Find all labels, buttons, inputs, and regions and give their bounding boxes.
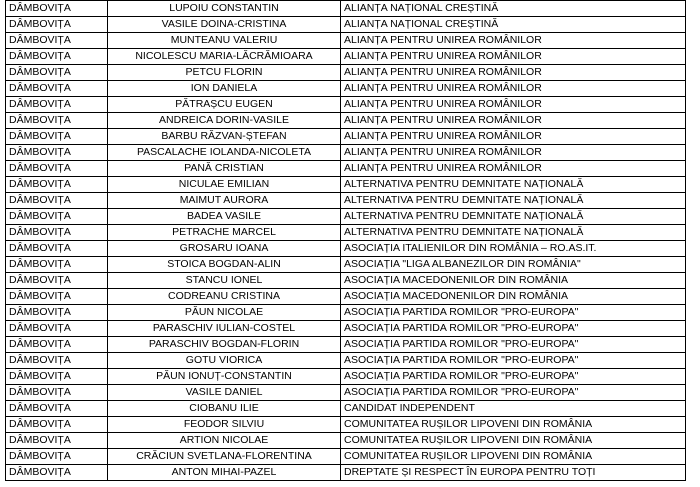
county-cell: DÂMBOVIȚA <box>6 81 108 97</box>
party-cell: ALIANȚA NAȚIONAL CREȘTINĂ <box>341 17 686 33</box>
candidate-name-cell: PĂUN NICOLAE <box>108 305 341 321</box>
county-cell: DÂMBOVIȚA <box>6 225 108 241</box>
candidate-name-cell: NICOLESCU MARIA-LĂCRĂMIOARA <box>108 49 341 65</box>
county-cell: DÂMBOVIȚA <box>6 209 108 225</box>
table-row <box>6 353 686 369</box>
county-cell: DÂMBOVIȚA <box>6 465 108 481</box>
candidate-name-cell: FEODOR SILVIU <box>108 417 341 433</box>
candidate-name-cell: VASILE DOINA-CRISTINA <box>108 17 341 33</box>
party-cell: ALIANȚA PENTRU UNIREA ROMÂNILOR <box>341 81 686 97</box>
table-row <box>6 193 686 209</box>
county-cell: DÂMBOVIȚA <box>6 449 108 465</box>
party-cell: ALIANȚA PENTRU UNIREA ROMÂNILOR <box>341 113 686 129</box>
table-row <box>6 401 686 417</box>
party-cell: ALIANȚA PENTRU UNIREA ROMÂNILOR <box>341 49 686 65</box>
county-cell: DÂMBOVIȚA <box>6 33 108 49</box>
candidate-name-cell: GOTU VIORICA <box>108 353 341 369</box>
candidate-name-cell: ANTON MIHAI-PAZEL <box>108 465 341 481</box>
candidate-name-cell: PETRACHE MARCEL <box>108 225 341 241</box>
county-cell: DÂMBOVIȚA <box>6 401 108 417</box>
party-cell: ASOCIAȚIA MACEDONENILOR DIN ROMÂNIA <box>341 273 686 289</box>
county-cell: DÂMBOVIȚA <box>6 65 108 81</box>
candidate-name-cell: NICULAE EMILIAN <box>108 177 341 193</box>
party-cell: ASOCIAȚIA ITALIENILOR DIN ROMÂNIA – RO.AS.IT. <box>341 241 686 257</box>
party-cell: ALIANȚA PENTRU UNIREA ROMÂNILOR <box>341 97 686 113</box>
table-row <box>6 129 686 145</box>
county-cell: DÂMBOVIȚA <box>6 353 108 369</box>
party-cell: ASOCIAȚIA PARTIDA ROMILOR "PRO-EUROPA" <box>341 321 686 337</box>
candidate-name-cell: PANĂ CRISTIAN <box>108 161 341 177</box>
table-row <box>6 161 686 177</box>
party-cell: ALIANȚA PENTRU UNIREA ROMÂNILOR <box>341 161 686 177</box>
candidate-name-cell: PASCALACHE IOLANDA-NICOLETA <box>108 145 341 161</box>
candidate-name-cell: PARASCHIV IULIAN-COSTEL <box>108 321 341 337</box>
candidates-table-body <box>6 1 686 481</box>
candidate-name-cell: STOICA BOGDAN-ALIN <box>108 257 341 273</box>
candidate-name-cell: MUNTEANU VALERIU <box>108 33 341 49</box>
candidate-name-cell: PARASCHIV BOGDAN-FLORIN <box>108 337 341 353</box>
table-row <box>6 97 686 113</box>
county-cell: DÂMBOVIȚA <box>6 113 108 129</box>
candidate-name-cell: ANDREICA DORIN-VASILE <box>108 113 341 129</box>
party-cell: ALTERNATIVA PENTRU DEMNITATE NAȚIONALĂ <box>341 177 686 193</box>
table-row <box>6 321 686 337</box>
table-row <box>6 33 686 49</box>
party-cell: ALTERNATIVA PENTRU DEMNITATE NAȚIONALĂ <box>341 209 686 225</box>
table-row <box>6 17 686 33</box>
county-cell: DÂMBOVIȚA <box>6 193 108 209</box>
county-cell: DÂMBOVIȚA <box>6 49 108 65</box>
county-cell: DÂMBOVIȚA <box>6 1 108 17</box>
party-cell: DREPTATE ȘI RESPECT ÎN EUROPA PENTRU TOȚI <box>341 465 686 481</box>
party-cell: CANDIDAT INDEPENDENT <box>341 401 686 417</box>
county-cell: DÂMBOVIȚA <box>6 273 108 289</box>
county-cell: DÂMBOVIȚA <box>6 17 108 33</box>
candidate-name-cell: PĂUN IONUȚ-CONSTANTIN <box>108 369 341 385</box>
candidate-name-cell: ION DANIELA <box>108 81 341 97</box>
county-cell: DÂMBOVIȚA <box>6 257 108 273</box>
party-cell: ALIANȚA PENTRU UNIREA ROMÂNILOR <box>341 145 686 161</box>
table-row <box>6 177 686 193</box>
party-cell: ASOCIAȚIA PARTIDA ROMILOR "PRO-EUROPA" <box>341 305 686 321</box>
county-cell: DÂMBOVIȚA <box>6 129 108 145</box>
table-row <box>6 417 686 433</box>
table-row <box>6 305 686 321</box>
table-row <box>6 209 686 225</box>
candidate-name-cell: PETCU FLORIN <box>108 65 341 81</box>
party-cell: ALIANȚA PENTRU UNIREA ROMÂNILOR <box>341 33 686 49</box>
party-cell: COMUNITATEA RUȘILOR LIPOVENI DIN ROMÂNIA <box>341 433 686 449</box>
table-row <box>6 273 686 289</box>
party-cell: ASOCIAȚIA "LIGA ALBANEZILOR DIN ROMÂNIA" <box>341 257 686 273</box>
party-cell: ALIANȚA NAȚIONAL CREȘTINĂ <box>341 1 686 17</box>
table-row <box>6 337 686 353</box>
county-cell: DÂMBOVIȚA <box>6 417 108 433</box>
table-row <box>6 433 686 449</box>
county-cell: DÂMBOVIȚA <box>6 433 108 449</box>
party-cell: ALTERNATIVA PENTRU DEMNITATE NAȚIONALĂ <box>341 193 686 209</box>
table-row <box>6 257 686 273</box>
county-cell: DÂMBOVIȚA <box>6 385 108 401</box>
party-cell: COMUNITATEA RUȘILOR LIPOVENI DIN ROMÂNIA <box>341 417 686 433</box>
party-cell: ASOCIAȚIA PARTIDA ROMILOR "PRO-EUROPA" <box>341 353 686 369</box>
candidate-name-cell: BADEA VASILE <box>108 209 341 225</box>
table-row <box>6 65 686 81</box>
table-row <box>6 289 686 305</box>
county-cell: DÂMBOVIȚA <box>6 305 108 321</box>
table-row <box>6 385 686 401</box>
table-row <box>6 81 686 97</box>
county-cell: DÂMBOVIȚA <box>6 369 108 385</box>
county-cell: DÂMBOVIȚA <box>6 145 108 161</box>
candidate-name-cell: STANCU IONEL <box>108 273 341 289</box>
candidate-name-cell: BARBU RĂZVAN-ȘTEFAN <box>108 129 341 145</box>
table-row <box>6 465 686 481</box>
candidate-name-cell: CRĂCIUN SVETLANA-FLORENTINA <box>108 449 341 465</box>
candidate-name-cell: GROSARU IOANA <box>108 241 341 257</box>
party-cell: ALIANȚA PENTRU UNIREA ROMÂNILOR <box>341 129 686 145</box>
party-cell: ASOCIAȚIA MACEDONENILOR DIN ROMÂNIA <box>341 289 686 305</box>
county-cell: DÂMBOVIȚA <box>6 97 108 113</box>
party-cell: ASOCIAȚIA PARTIDA ROMILOR "PRO-EUROPA" <box>341 369 686 385</box>
table-row <box>6 449 686 465</box>
party-cell: ALTERNATIVA PENTRU DEMNITATE NAȚIONALĂ <box>341 225 686 241</box>
party-cell: ASOCIAȚIA PARTIDA ROMILOR "PRO-EUROPA" <box>341 337 686 353</box>
candidate-name-cell: CIOBANU ILIE <box>108 401 341 417</box>
party-cell: ASOCIAȚIA PARTIDA ROMILOR "PRO-EUROPA" <box>341 385 686 401</box>
party-cell: COMUNITATEA RUȘILOR LIPOVENI DIN ROMÂNIA <box>341 449 686 465</box>
table-row <box>6 1 686 17</box>
candidate-name-cell: MAIMUT AURORA <box>108 193 341 209</box>
candidate-name-cell: VASILE DANIEL <box>108 385 341 401</box>
table-row <box>6 369 686 385</box>
candidate-name-cell: LUPOIU CONSTANTIN <box>108 1 341 17</box>
table-row <box>6 113 686 129</box>
county-cell: DÂMBOVIȚA <box>6 241 108 257</box>
candidate-name-cell: CODREANU CRISTINA <box>108 289 341 305</box>
county-cell: DÂMBOVIȚA <box>6 321 108 337</box>
table-row <box>6 225 686 241</box>
candidates-table <box>5 0 686 481</box>
county-cell: DÂMBOVIȚA <box>6 337 108 353</box>
table-row <box>6 241 686 257</box>
table-row <box>6 145 686 161</box>
county-cell: DÂMBOVIȚA <box>6 177 108 193</box>
table-row <box>6 49 686 65</box>
candidate-name-cell: ARTION NICOLAE <box>108 433 341 449</box>
party-cell: ALIANȚA PENTRU UNIREA ROMÂNILOR <box>341 65 686 81</box>
county-cell: DÂMBOVIȚA <box>6 289 108 305</box>
candidate-name-cell: PĂTRAȘCU EUGEN <box>108 97 341 113</box>
county-cell: DÂMBOVIȚA <box>6 161 108 177</box>
